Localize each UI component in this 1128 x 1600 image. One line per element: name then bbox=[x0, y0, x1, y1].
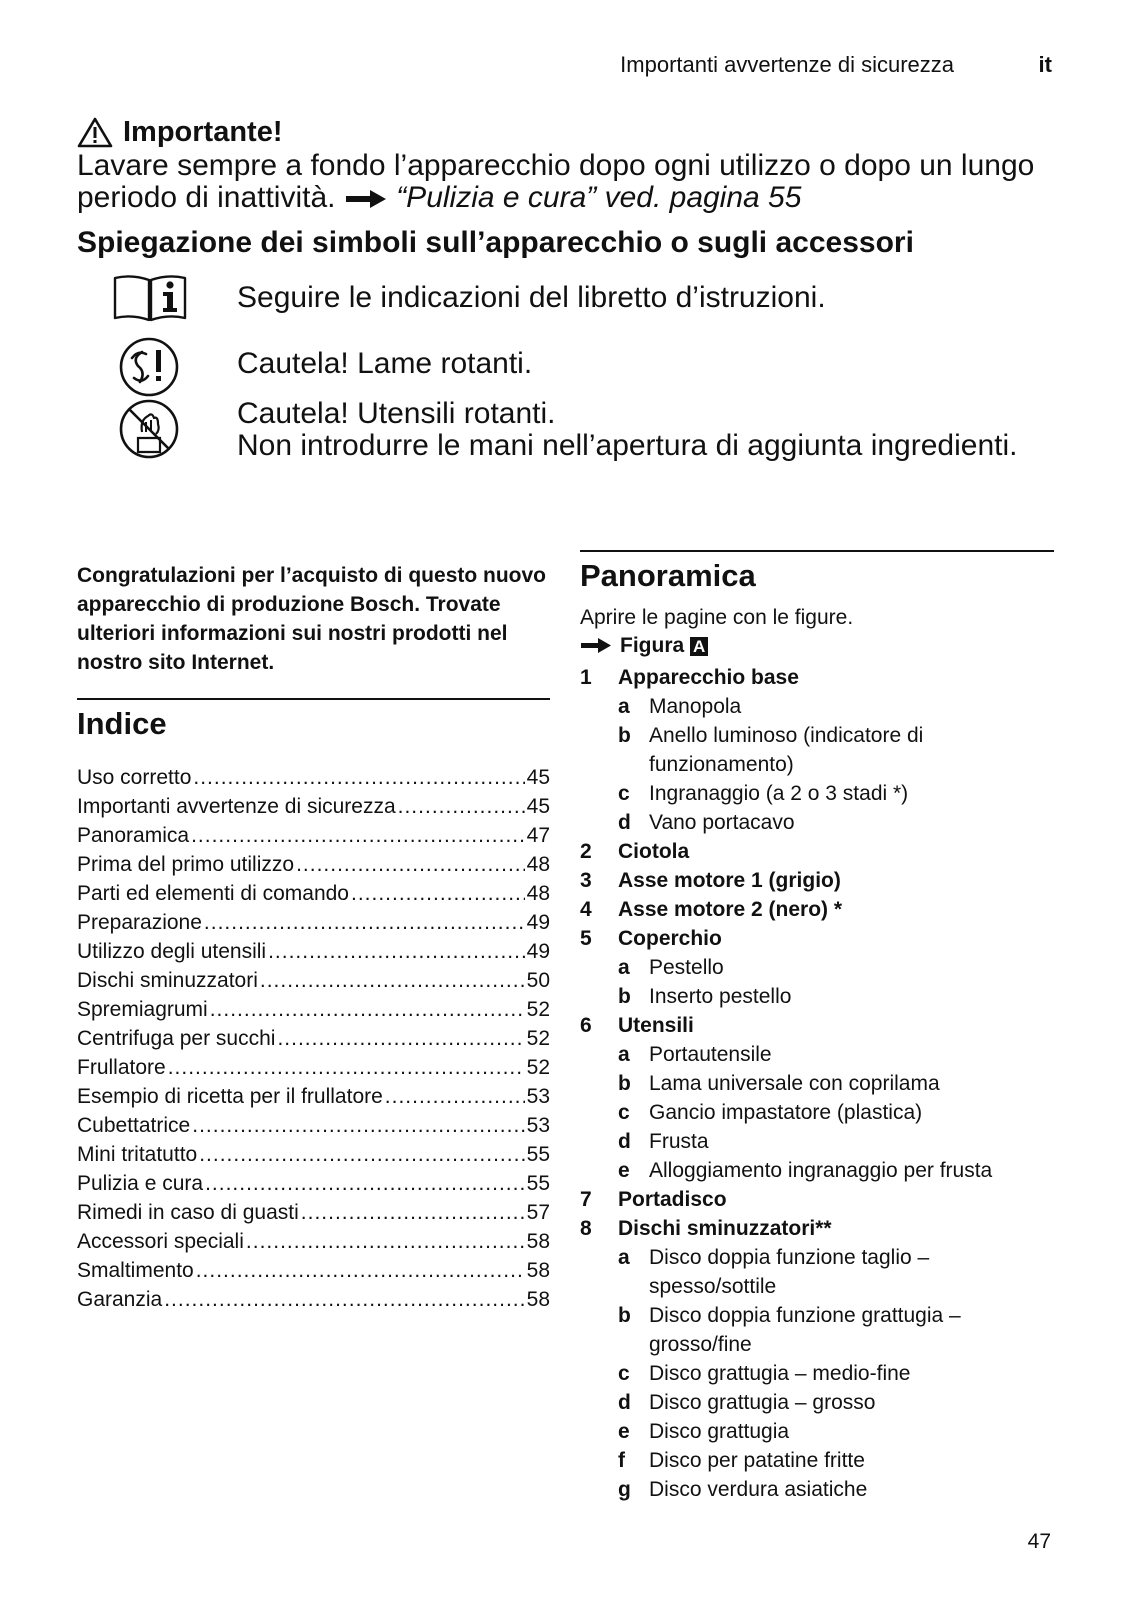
toc-entry-page: 48 bbox=[526, 882, 550, 905]
toc-entry bbox=[77, 1027, 550, 1056]
toc-leader-dots bbox=[385, 1085, 525, 1109]
overview-subpart-label: Pestello bbox=[649, 956, 724, 979]
toc-entry-page: 49 bbox=[526, 911, 550, 934]
overview-subpart-letter: e bbox=[618, 1159, 630, 1182]
toc-entry-label: Esempio di ricetta per il frullatore bbox=[77, 1085, 383, 1108]
overview-subpart-label: Disco grattugia – medio-fine bbox=[649, 1362, 911, 1385]
instruction-manual-icon bbox=[112, 272, 188, 322]
toc-leader-dots bbox=[193, 766, 524, 790]
overview-part-label: Apparecchio base bbox=[618, 666, 799, 689]
toc-entry-page: 45 bbox=[526, 795, 550, 818]
toc-entry bbox=[77, 766, 550, 795]
overview-subpart-label: Manopola bbox=[649, 695, 742, 718]
toc-leader-dots bbox=[210, 998, 525, 1022]
overview-subpart-letter: f bbox=[618, 1449, 625, 1472]
toc-entry bbox=[77, 1056, 550, 1085]
overview-part bbox=[580, 924, 1060, 953]
toc-rule bbox=[77, 698, 550, 700]
overview-part-number: 5 bbox=[580, 927, 592, 950]
overview-part-number: 1 bbox=[580, 666, 592, 689]
toc-leader-dots bbox=[260, 969, 525, 993]
important-text: Lavare sempre a fondo l’apparecchio dopo ogni utilizzo o dopo un lungo periodo di inattività. bbox=[77, 149, 1035, 214]
toc-entry-page: 45 bbox=[526, 766, 550, 789]
toc-leader-dots bbox=[277, 1027, 524, 1051]
toc-heading: Indice bbox=[77, 706, 167, 741]
overview-parts-list bbox=[580, 663, 1060, 1504]
overview-subpart bbox=[580, 1069, 1060, 1098]
toc-entry-label: Prima del primo utilizzo bbox=[77, 853, 295, 876]
overview-subpart-label: Disco grattugia – grosso bbox=[649, 1391, 876, 1414]
overview-part bbox=[580, 866, 1060, 895]
overview-subpart-letter: a bbox=[618, 956, 630, 979]
toc-entry-label: Uso corretto bbox=[77, 766, 192, 789]
overview-subpart-letter: c bbox=[618, 1362, 630, 1385]
tools-symbol-line-2: Non introdurre le mani nell’apertura di aggiunta ingredienti. bbox=[237, 429, 1018, 462]
overview-subpart bbox=[580, 1243, 1060, 1301]
overview-subpart bbox=[580, 1127, 1060, 1156]
toc-entry bbox=[77, 853, 550, 882]
intro-paragraph: Congratulazioni per l’acquisto di questo nuovo apparecchio di produzione Bosch. Trovate ulteriori informazioni sui nostri prodotti nel nostro sito Internet. bbox=[77, 564, 547, 674]
toc-leader-dots bbox=[398, 795, 525, 819]
overview-subpart-label: Portautensile bbox=[649, 1043, 772, 1066]
overview-part-label: Dischi sminuzzatori** bbox=[618, 1217, 832, 1240]
overview-part bbox=[580, 1185, 1060, 1214]
toc-entry-label: Pulizia e cura bbox=[77, 1172, 204, 1195]
toc-entry bbox=[77, 1201, 550, 1230]
overview-subpart-letter: a bbox=[618, 1043, 630, 1066]
overview-subpart bbox=[580, 779, 1060, 808]
overview-subpart bbox=[580, 1446, 1060, 1475]
toc-entry bbox=[77, 1143, 550, 1172]
warning-triangle-icon bbox=[77, 116, 113, 148]
important-body bbox=[77, 150, 1057, 214]
important-title-text: Importante! bbox=[123, 115, 283, 148]
overview-subpart-label: Disco doppia funzione taglio – spesso/sottile bbox=[649, 1246, 930, 1298]
overview-subpart-letter: e bbox=[618, 1420, 630, 1443]
toc-entry-page: 53 bbox=[526, 1114, 550, 1137]
tools-symbol-line-1: Cautela! Utensili rotanti. bbox=[237, 397, 556, 430]
toc-entry-page: 50 bbox=[526, 969, 550, 992]
overview-subpart bbox=[580, 1359, 1060, 1388]
toc-entry-label: Importanti avvertenze di sicurezza bbox=[77, 795, 396, 818]
toc-leader-dots bbox=[301, 1201, 525, 1225]
toc-entry bbox=[77, 824, 550, 853]
toc-entry-page: 55 bbox=[526, 1172, 550, 1195]
overview-subpart-label: Vano portacavo bbox=[649, 811, 795, 834]
overview-subpart-label: Ingranaggio (a 2 o 3 stadi *) bbox=[649, 782, 909, 805]
overview-subpart-letter: b bbox=[618, 1072, 631, 1095]
overview-intro: Aprire le pagine con le figure. bbox=[580, 606, 854, 629]
toc-entry-label: Centrifuga per succhi bbox=[77, 1027, 276, 1050]
toc-entry-label: Garanzia bbox=[77, 1288, 163, 1311]
overview-part-label: Ciotola bbox=[618, 840, 690, 863]
toc-entry bbox=[77, 882, 550, 911]
arrow-right-icon bbox=[580, 637, 612, 655]
toc-entry-label: Accessori speciali bbox=[77, 1230, 244, 1253]
toc-entry bbox=[77, 795, 550, 824]
toc-entry bbox=[77, 940, 550, 969]
overview-subpart bbox=[580, 1388, 1060, 1417]
toc-entry-label: Dischi sminuzzatori bbox=[77, 969, 258, 992]
overview-part-label: Coperchio bbox=[618, 927, 722, 950]
toc-leader-dots bbox=[192, 1114, 524, 1138]
overview-part bbox=[580, 837, 1060, 866]
blades-symbol-text: Cautela! Lame rotanti. bbox=[237, 347, 533, 380]
overview-subpart bbox=[580, 1301, 1060, 1359]
overview-subpart-letter: a bbox=[618, 1246, 630, 1269]
important-notice bbox=[77, 114, 1057, 214]
overview-subpart-letter: d bbox=[618, 1130, 631, 1153]
toc-entry bbox=[77, 969, 550, 998]
toc-entry-page: 55 bbox=[526, 1143, 550, 1166]
toc-leader-dots bbox=[199, 1143, 524, 1167]
overview-subpart bbox=[580, 808, 1060, 837]
toc-entry bbox=[77, 1114, 550, 1143]
toc-leader-dots bbox=[268, 940, 525, 964]
toc-entry-label: Spremiagrumi bbox=[77, 998, 208, 1021]
overview-subpart-label: Alloggiamento ingranaggio per frusta bbox=[649, 1159, 993, 1182]
toc-leader-dots bbox=[296, 853, 525, 877]
overview-subpart-label: Lama universale con coprilama bbox=[649, 1072, 940, 1095]
toc-leader-dots bbox=[168, 1056, 525, 1080]
toc-leader-dots bbox=[205, 1172, 525, 1196]
overview-subpart bbox=[580, 1417, 1060, 1446]
toc-entry-page: 53 bbox=[526, 1085, 550, 1108]
overview-subpart bbox=[580, 692, 1060, 721]
toc-entry-label: Cubettatrice bbox=[77, 1114, 191, 1137]
overview-part-label: Utensili bbox=[618, 1014, 694, 1037]
overview-subpart bbox=[580, 1156, 1060, 1185]
toc-entry-page: 58 bbox=[526, 1230, 550, 1253]
toc-leader-dots bbox=[246, 1230, 525, 1254]
overview-subpart-label: Disco per patatine fritte bbox=[649, 1449, 865, 1472]
toc-entry bbox=[77, 1259, 550, 1288]
toc-entry bbox=[77, 1172, 550, 1201]
symbols-heading: Spiegazione dei simboli sull’apparecchio o sugli accessori bbox=[77, 226, 914, 259]
overview-part-number: 2 bbox=[580, 840, 592, 863]
toc-entry-page: 58 bbox=[526, 1288, 550, 1311]
overview-subpart-label: Disco grattugia bbox=[649, 1420, 790, 1443]
toc-leader-dots bbox=[164, 1288, 524, 1312]
overview-part bbox=[580, 895, 1060, 924]
header-section-title: Importanti avvertenze di sicurezza bbox=[620, 52, 954, 77]
toc-entry-label: Rimedi in caso di guasti bbox=[77, 1201, 299, 1224]
toc-entry bbox=[77, 998, 550, 1027]
toc-entry-page: 58 bbox=[526, 1259, 550, 1282]
overview-part-number: 6 bbox=[580, 1014, 592, 1037]
overview-part bbox=[580, 1214, 1060, 1243]
toc-entry-label: Mini tritatutto bbox=[77, 1143, 198, 1166]
overview-part-number: 7 bbox=[580, 1188, 592, 1211]
overview-subpart-label: Gancio impastatore (plastica) bbox=[649, 1101, 923, 1124]
overview-part-number: 8 bbox=[580, 1217, 592, 1240]
overview-subpart bbox=[580, 721, 1060, 779]
overview-subpart bbox=[580, 1040, 1060, 1069]
toc-entry-label: Parti ed elementi di comando bbox=[77, 882, 349, 905]
overview-subpart-letter: b bbox=[618, 724, 631, 747]
manual-symbol-text: Seguire le indicazioni del libretto d’istruzioni. bbox=[237, 281, 826, 314]
toc-entry-page: 52 bbox=[526, 1027, 550, 1050]
overview-part-number: 3 bbox=[580, 869, 592, 892]
important-heading bbox=[77, 114, 1057, 150]
overview-subpart-label: Frusta bbox=[649, 1130, 709, 1153]
toc-entry-label: Smaltimento bbox=[77, 1259, 194, 1282]
overview-part bbox=[580, 663, 1060, 692]
arrow-right-icon bbox=[344, 188, 388, 210]
overview-subpart-letter: a bbox=[618, 695, 630, 718]
toc-leader-dots bbox=[204, 911, 525, 935]
toc-entry bbox=[77, 911, 550, 940]
overview-subpart-label: Anello luminoso (indicatore di funzionamento) bbox=[649, 724, 924, 776]
overview-subpart bbox=[580, 1475, 1060, 1504]
toc-entry bbox=[77, 1230, 550, 1259]
toc-entry bbox=[77, 1085, 550, 1114]
toc-entry bbox=[77, 1288, 550, 1317]
toc-entry-page: 52 bbox=[526, 998, 550, 1021]
overview-subpart bbox=[580, 1098, 1060, 1127]
overview-subpart-label: Inserto pestello bbox=[649, 985, 792, 1008]
figure-reference bbox=[580, 634, 708, 658]
figure-label: Figura bbox=[620, 634, 685, 657]
overview-subpart bbox=[580, 953, 1060, 982]
header-language-code: it bbox=[1038, 52, 1052, 77]
toc-entry-page: 49 bbox=[526, 940, 550, 963]
overview-subpart-letter: d bbox=[618, 1391, 631, 1414]
overview-part-label: Asse motore 1 (grigio) bbox=[618, 869, 841, 892]
figure-badge: A bbox=[690, 637, 708, 656]
toc-entry-page: 52 bbox=[526, 1056, 550, 1079]
overview-subpart-letter: b bbox=[618, 1304, 631, 1327]
overview-subpart-letter: g bbox=[618, 1478, 631, 1501]
page-number: 47 bbox=[1027, 1530, 1051, 1553]
toc-entry-label: Panoramica bbox=[77, 824, 190, 847]
overview-subpart-letter: d bbox=[618, 811, 631, 834]
toc-entry-label: Utilizzo degli utensili bbox=[77, 940, 267, 963]
rotating-blades-warning-icon bbox=[118, 336, 180, 398]
toc-leader-dots bbox=[351, 882, 525, 906]
overview-subpart-letter: b bbox=[618, 985, 631, 1008]
no-hands-rotating-tools-icon bbox=[118, 398, 180, 460]
overview-rule bbox=[580, 550, 1054, 552]
toc-entry-page: 47 bbox=[526, 824, 550, 847]
toc-leader-dots bbox=[196, 1259, 525, 1283]
overview-subpart bbox=[580, 982, 1060, 1011]
toc-entry-page: 57 bbox=[526, 1201, 550, 1224]
toc-entry-label: Preparazione bbox=[77, 911, 202, 934]
toc-entry-page: 48 bbox=[526, 853, 550, 876]
overview-subpart-label: Disco verdura asiatiche bbox=[649, 1478, 868, 1501]
overview-part-label: Portadisco bbox=[618, 1188, 727, 1211]
overview-part-label: Asse motore 2 (nero) * bbox=[618, 898, 843, 921]
overview-subpart-letter: c bbox=[618, 1101, 630, 1124]
table-of-contents bbox=[77, 766, 550, 1317]
overview-part bbox=[580, 1011, 1060, 1040]
toc-entry-label: Frullatore bbox=[77, 1056, 166, 1079]
overview-heading: Panoramica bbox=[580, 558, 756, 593]
toc-leader-dots bbox=[191, 824, 525, 848]
overview-subpart-label: Disco doppia funzione grattugia – grosso/fine bbox=[649, 1304, 961, 1356]
overview-subpart-letter: c bbox=[618, 782, 630, 805]
cleaning-page-reference: “Pulizia e cura” ved. pagina 55 bbox=[396, 181, 802, 214]
tools-symbol-text bbox=[237, 398, 1057, 462]
overview-part-number: 4 bbox=[580, 898, 592, 921]
running-header bbox=[0, 52, 1128, 82]
